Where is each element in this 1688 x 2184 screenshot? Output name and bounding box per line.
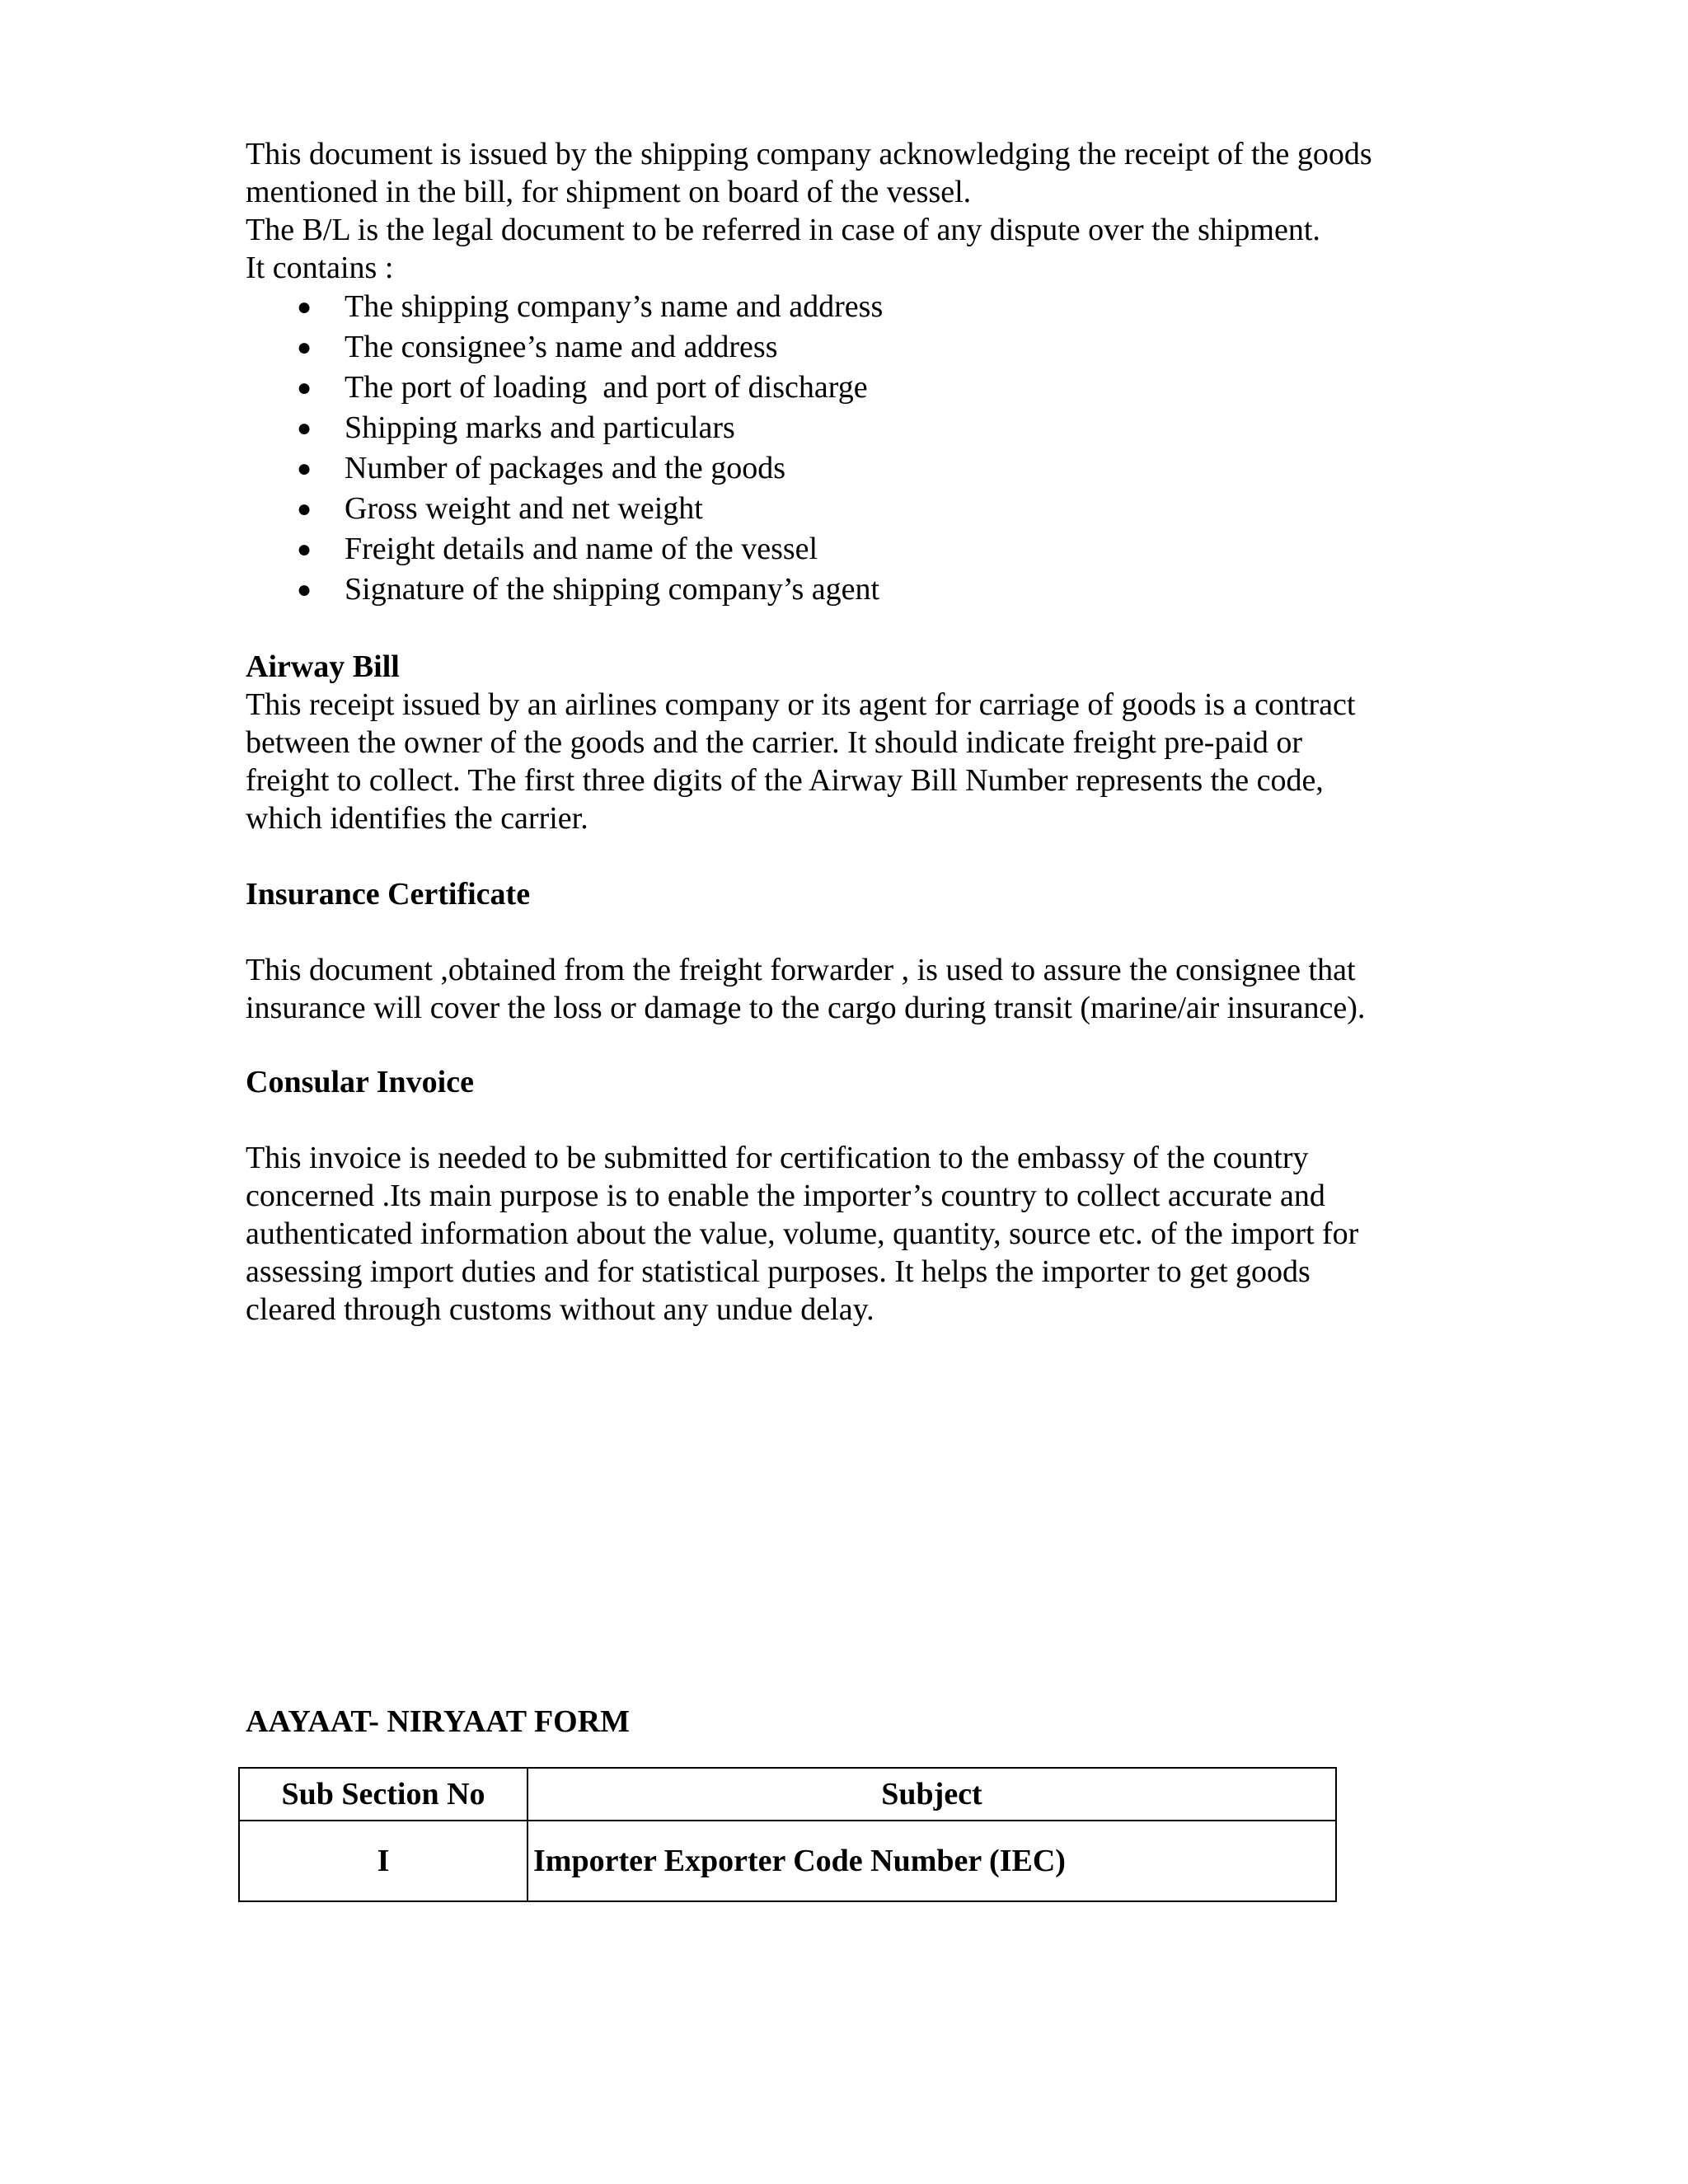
list-item: ● Gross weight and net weight	[246, 489, 883, 529]
insurance-line: This document ,obtained from the freight forwarder , is used to assure the consignee that	[246, 953, 1356, 987]
list-item: ● Freight details and name of the vessel	[246, 529, 883, 569]
airway-line: This receipt issued by an airlines company or its agent for carriage of goods is a contract	[246, 687, 1356, 722]
airway-line: freight to collect. The first three digits of the Airway Bill Number represents the code,	[246, 763, 1324, 798]
list-item: ● The consignee’s name and address	[246, 327, 883, 368]
bullet-icon: ●	[297, 374, 312, 401]
bullet-icon: ●	[297, 576, 312, 603]
column-header: Subject	[528, 1768, 1336, 1821]
airway-line: which identifies the carrier.	[246, 801, 588, 836]
intro-line: It contains :	[246, 251, 394, 285]
bullet-icon: ●	[297, 536, 312, 563]
list-item: ● Shipping marks and particulars	[246, 408, 883, 448]
list-item: ● The shipping company’s name and address	[246, 287, 883, 327]
bullet-icon: ●	[297, 334, 312, 361]
consular-paragraph	[246, 1139, 1449, 1329]
consular-line: This invoice is needed to be submitted for certification to the embassy of the country	[246, 1141, 1309, 1175]
intro-line: mentioned in the bill, for shipment on board of the vessel.	[246, 175, 972, 209]
consular-line: authenticated information about the value, volume, quantity, source etc. of the import for	[246, 1216, 1359, 1251]
airway-bill-paragraph	[246, 686, 1449, 837]
intro-line: The B/L is the legal document to be referred in case of any dispute over the shipment.	[246, 213, 1320, 247]
list-item: ● Signature of the shipping company’s agent	[246, 569, 883, 610]
consular-line: cleared through customs without any undue delay.	[246, 1292, 874, 1327]
list-item: ● The port of loading and port of discharge	[246, 368, 883, 408]
intro-paragraph	[246, 135, 1449, 287]
insurance-paragraph	[246, 951, 1449, 1027]
form-heading: AAYAAT- NIRYAAT FORM	[246, 1704, 631, 1739]
table-row	[239, 1821, 1336, 1901]
contents-list	[246, 287, 883, 610]
form-table	[238, 1767, 1337, 1902]
table-cell: Importer Exporter Code Number (IEC)	[528, 1821, 1336, 1901]
table-cell: I	[239, 1821, 528, 1901]
consular-line: concerned .Its main purpose is to enable the importer’s country to collect accurate and	[246, 1179, 1325, 1213]
bullet-icon: ●	[297, 293, 312, 321]
bullet-icon: ●	[297, 415, 312, 442]
airway-bill-heading: Airway Bill	[246, 649, 400, 684]
bullet-icon: ●	[297, 455, 312, 482]
airway-line: between the owner of the goods and the carrier. It should indicate freight pre-paid or	[246, 725, 1303, 760]
list-item: ● Number of packages and the goods	[246, 448, 883, 489]
consular-invoice-heading: Consular Invoice	[246, 1065, 474, 1099]
column-header: Sub Section No	[239, 1768, 528, 1821]
insurance-certificate-heading: Insurance Certificate	[246, 877, 531, 912]
consular-line: assessing import duties and for statistical purposes. It helps the importer to get goods	[246, 1254, 1311, 1289]
table-header-row	[239, 1768, 1336, 1821]
bullet-icon: ●	[297, 495, 312, 523]
intro-line: This document is issued by the shipping company acknowledging the receipt of the goods	[246, 137, 1372, 171]
insurance-line: insurance will cover the loss or damage to the cargo during transit (marine/air insurance).	[246, 991, 1366, 1025]
